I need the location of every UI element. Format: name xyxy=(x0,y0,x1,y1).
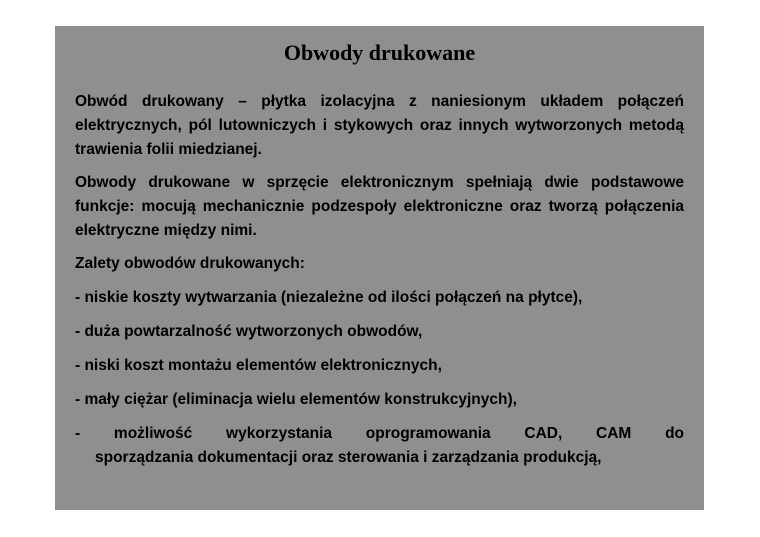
functions-paragraph: Obwody drukowane w sprzęcie elektronicznym spełniają dwie podstawowe funkcje: mocują mechanicznie podzespoły elektroniczne oraz tworzą połączenia elektryczne między nimi. xyxy=(75,174,684,239)
list-item: - mały ciężar (eliminacja wielu elementów konstrukcyjnych), xyxy=(75,391,517,408)
list-item-last xyxy=(75,422,684,470)
list-item-last-line1: - możliwość wykorzystania oprogramowania CAD, CAM do xyxy=(75,425,684,442)
list-item-last-line2: sporządzania dokumentacji oraz sterowania i zarządzania produkcją, xyxy=(95,449,602,466)
slide-title: Obwody drukowane xyxy=(283,40,476,65)
list-item: - niski koszt montażu elementów elektronicznych, xyxy=(75,357,442,374)
definition-paragraph: Obwód drukowany – płytka izolacyjna z naniesionym układem połączeń elektrycznych, pól lutowniczych i stykowych oraz innych wytworzonych metodą trawienia folii miedzianej. xyxy=(75,93,684,158)
slide xyxy=(55,26,704,510)
advantages-heading: Zalety obwodów drukowanych: xyxy=(75,255,305,272)
list-item: - niskie koszty wytwarzania (niezależne od ilości połączeń na płytce), xyxy=(75,289,583,306)
list-item: - duża powtarzalność wytworzonych obwodów, xyxy=(75,323,423,340)
